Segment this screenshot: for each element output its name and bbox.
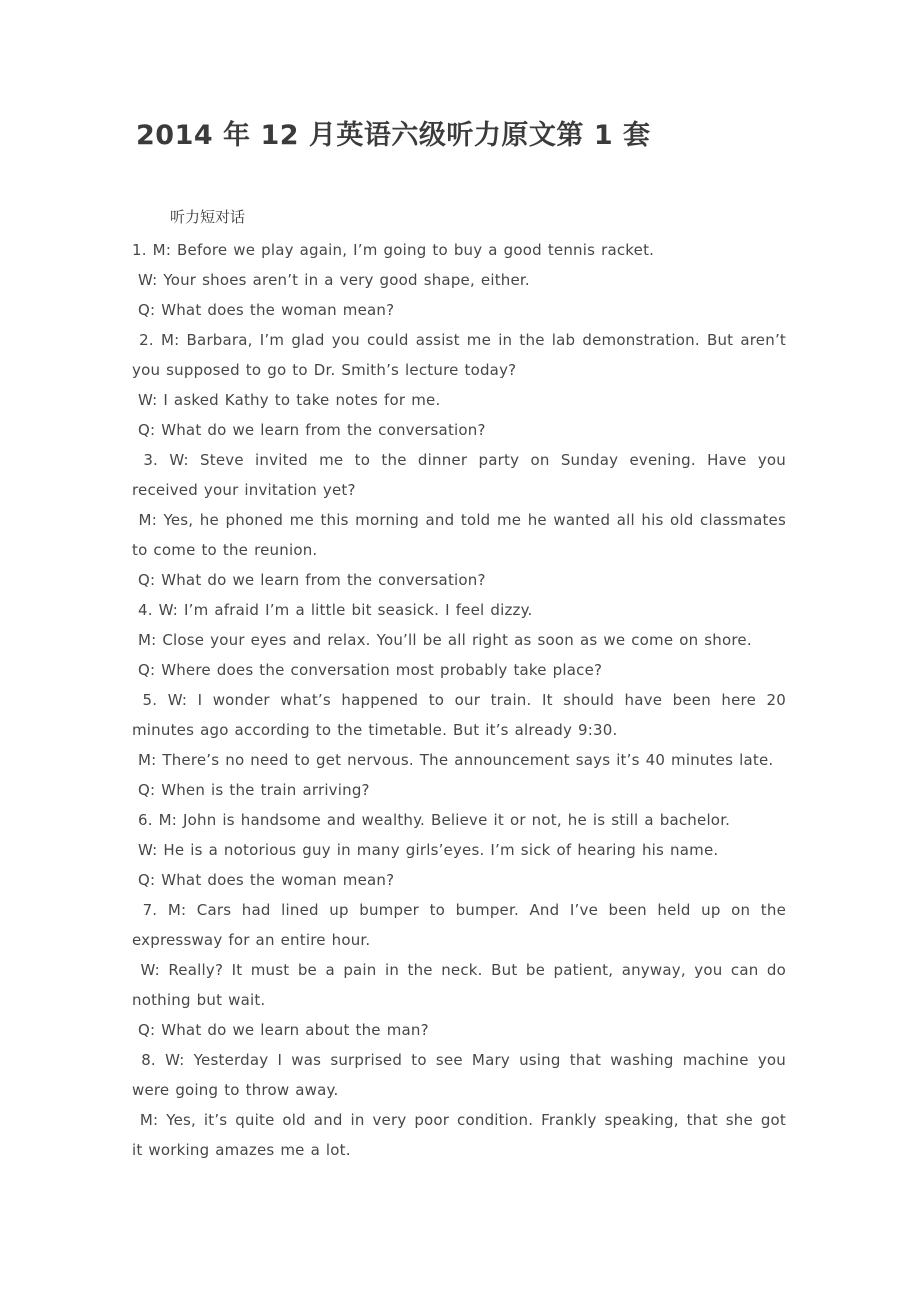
- text-line: W: Your shoes aren’t in a very good shape, either.: [132, 271, 530, 289]
- text-line: to come to the reunion.: [132, 541, 318, 559]
- text-line: 1. M: Before we play again, I’m going to buy a good tennis racket.: [132, 241, 655, 259]
- paragraph: [132, 625, 786, 655]
- document-body: [132, 235, 786, 1165]
- text-line: Q: What does the woman mean?: [132, 871, 395, 889]
- page-title: 2014 年 12 月英语六级听力原文第 1 套: [136, 120, 651, 151]
- paragraph: [132, 865, 786, 895]
- paragraph: [132, 235, 786, 265]
- text-line: Q: What do we learn from the conversation?: [132, 571, 486, 589]
- text-line: it working amazes me a lot.: [132, 1141, 351, 1159]
- paragraph: [132, 1045, 786, 1105]
- paragraph: [132, 505, 786, 565]
- text-line: M: Yes, it’s quite old and in very poor condition. Frankly speaking, that she got: [132, 1111, 787, 1129]
- paragraph: [132, 805, 786, 835]
- text-line: Q: When is the train arriving?: [132, 781, 370, 799]
- text-line: Q: What do we learn from the conversation?: [132, 421, 486, 439]
- paragraph: [132, 1015, 786, 1045]
- paragraph: [132, 385, 786, 415]
- paragraph: [132, 595, 786, 625]
- paragraph: [132, 295, 786, 325]
- paragraph: [132, 775, 786, 805]
- text-line: received your invitation yet?: [132, 481, 356, 499]
- text-line: M: Close your eyes and relax. You’ll be all right as soon as we come on shore.: [132, 631, 752, 649]
- paragraph: [132, 895, 786, 955]
- paragraph: [132, 325, 786, 385]
- paragraph: [132, 415, 786, 445]
- text-line: 8. W: Yesterday I was surprised to see Mary using that washing machine you: [132, 1051, 787, 1069]
- text-line: 4. W: I’m afraid I’m a little bit seasick. I feel dizzy.: [132, 601, 533, 619]
- paragraph: [132, 955, 786, 1015]
- text-line: you supposed to go to Dr. Smith’s lecture today?: [132, 361, 517, 379]
- text-line: W: I asked Kathy to take notes for me.: [132, 391, 441, 409]
- paragraph: [132, 745, 786, 775]
- text-line: were going to throw away.: [132, 1081, 339, 1099]
- paragraph: [132, 565, 786, 595]
- text-line: minutes ago according to the timetable. But it’s already 9:30.: [132, 721, 618, 739]
- text-line: M: There’s no need to get nervous. The announcement says it’s 40 minutes late.: [132, 751, 774, 769]
- paragraph: [132, 685, 786, 745]
- text-line: 6. M: John is handsome and wealthy. Believe it or not, he is still a bachelor.: [132, 811, 731, 829]
- paragraph: [132, 655, 786, 685]
- paragraph: [132, 1105, 786, 1165]
- text-line: Q: What does the woman mean?: [132, 301, 395, 319]
- paragraph: [132, 445, 786, 505]
- text-line: 7. M: Cars had lined up bumper to bumper. And I’ve been held up on the: [132, 901, 786, 919]
- text-line: W: Really? It must be a pain in the neck. But be patient, anyway, you can do: [132, 961, 787, 979]
- paragraph: [132, 835, 786, 865]
- text-line: expressway for an entire hour.: [132, 931, 371, 949]
- text-line: Q: What do we learn about the man?: [132, 1021, 429, 1039]
- text-line: Q: Where does the conversation most probably take place?: [132, 661, 603, 679]
- text-line: nothing but wait.: [132, 991, 266, 1009]
- text-line: M: Yes, he phoned me this morning and told me he wanted all his old classmates: [132, 511, 786, 529]
- paragraph: [132, 265, 786, 295]
- text-line: W: He is a notorious guy in many girls’eyes. I’m sick of hearing his name.: [132, 841, 719, 859]
- text-line: 2. M: Barbara, I’m glad you could assist me in the lab demonstration. But aren’t: [132, 331, 786, 349]
- text-line: 3. W: Steve invited me to the dinner party on Sunday evening. Have you: [132, 451, 787, 469]
- text-line: 5. W: I wonder what’s happened to our train. It should have been here 20: [132, 691, 786, 709]
- section-heading: 听力短对话: [170, 208, 246, 226]
